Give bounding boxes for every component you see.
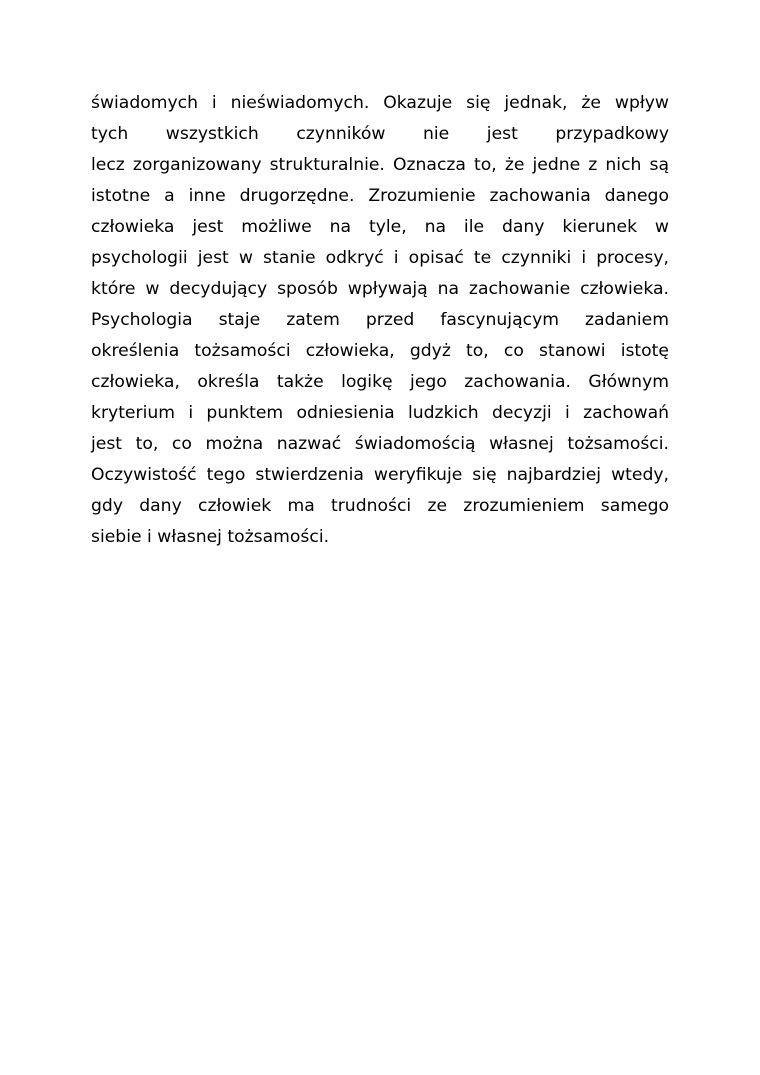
text-line: istotne a inne drugorzędne. Zrozumienie zachowania danego (91, 186, 669, 206)
text-line: kryterium i punktem odniesienia ludzkich decyzji i zachowań (91, 403, 669, 423)
body-paragraph (91, 88, 669, 553)
text-line: Psychologia staje zatem przed fascynującym zadaniem (91, 310, 669, 330)
text-line: gdy dany człowiek ma trudności ze zrozumieniem samego (91, 496, 669, 516)
text-line: siebie i własnej tożsamości. (91, 527, 330, 547)
text-line: psychologii jest w stanie odkryć i opisać te czynniki i procesy, (91, 248, 669, 268)
text-line: tych wszystkich czynników nie jest przypadkowy (91, 124, 669, 144)
text-line: człowieka jest możliwe na tyle, na ile dany kierunek w (91, 217, 669, 237)
text-line: Oczywistość tego stwierdzenia weryfikuje się najbardziej wtedy, (91, 465, 669, 485)
text-line: człowieka, określa także logikę jego zachowania. Głównym (91, 372, 669, 392)
text-line: lecz zorganizowany strukturalnie. Oznacza to, że jedne z nich są (91, 155, 669, 175)
text-line: które w decydujący sposób wpływają na zachowanie człowieka. (91, 279, 669, 299)
text-line: świadomych i nieświadomych. Okazuje się jednak, że wpływ (91, 93, 669, 113)
text-line: jest to, co można nazwać świadomością własnej tożsamości. (91, 434, 669, 454)
text-line: określenia tożsamości człowieka, gdyż to, co stanowi istotę (91, 341, 669, 361)
